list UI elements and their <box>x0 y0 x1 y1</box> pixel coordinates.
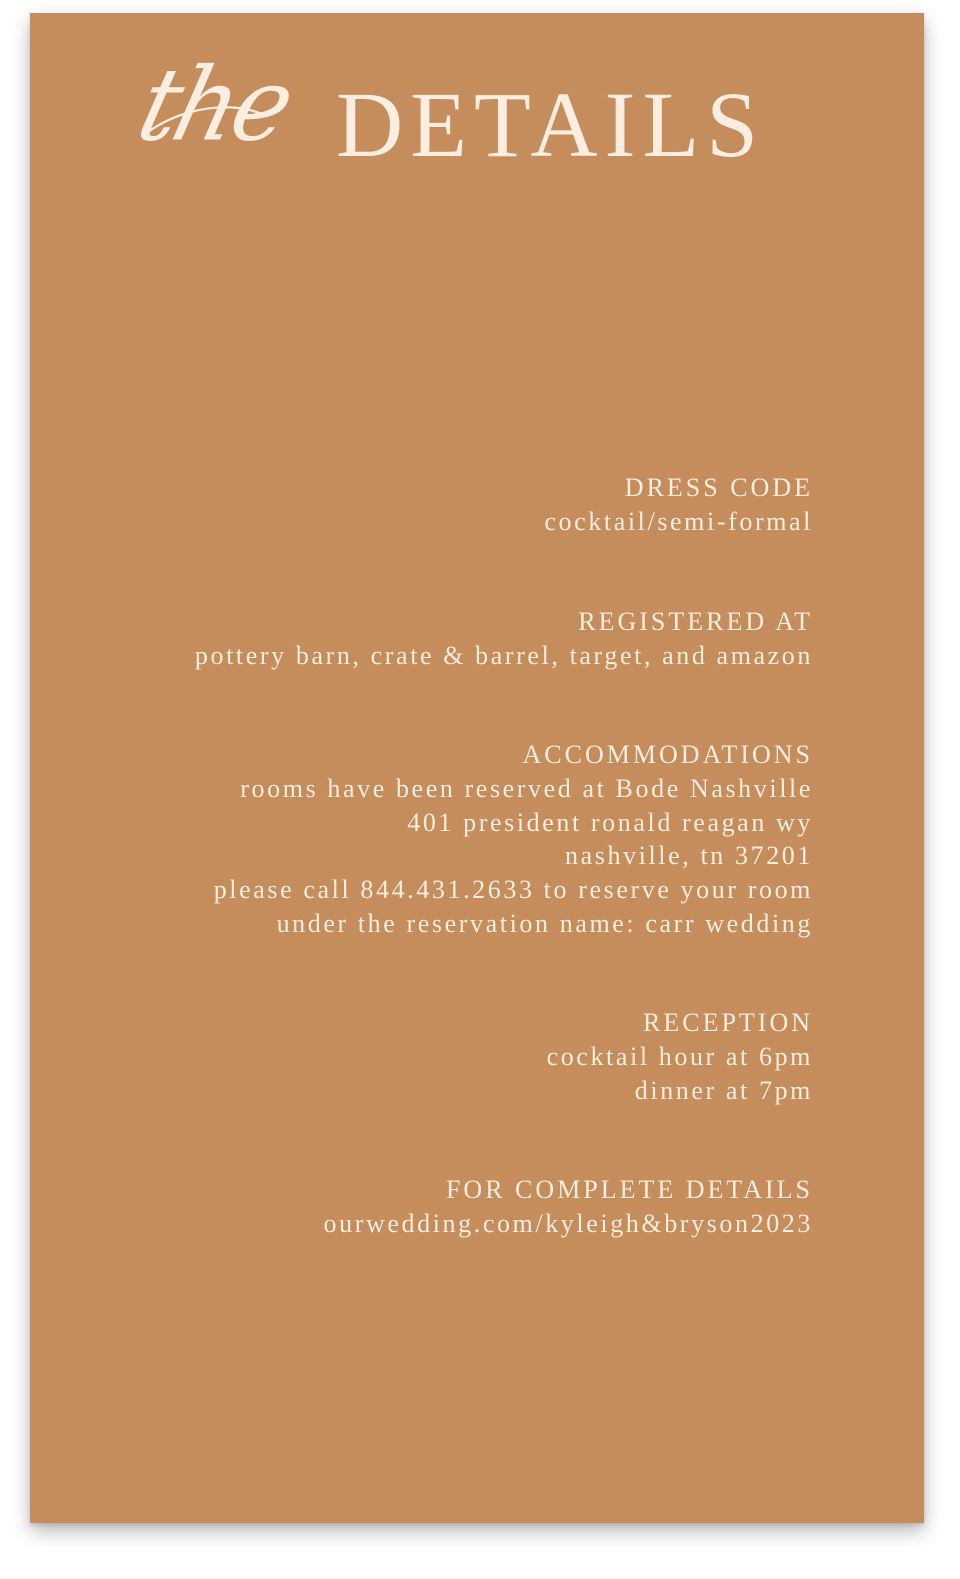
section-line: cocktail hour at 6pm <box>546 1042 813 1072</box>
details-card <box>30 13 924 1523</box>
section-line: pottery barn, crate & barrel, target, and amazon <box>194 640 813 670</box>
section-accommodations <box>113 738 813 940</box>
section-registered-at <box>113 605 813 673</box>
section-line: under the reservation name: carr wedding <box>276 908 813 938</box>
heading-main-word: DETAILS <box>336 74 765 177</box>
section-spacer <box>113 940 813 1006</box>
section-reception <box>113 1006 813 1107</box>
section-line: rooms have been reserved at Bode Nashville <box>240 774 813 804</box>
heading-script-word: the <box>127 46 302 164</box>
section-label: DRESS CODE <box>624 473 813 502</box>
section-label: FOR COMPLETE DETAILS <box>445 1175 813 1205</box>
section-label: RECEPTION <box>643 1008 813 1038</box>
section-line: cocktail/semi-formal <box>544 507 813 536</box>
section-line: please call 844.431.2633 to reserve your room <box>213 874 813 904</box>
section-spacer <box>113 672 813 738</box>
section-spacer <box>113 1107 813 1173</box>
section-label: ACCOMMODATIONS <box>522 740 813 770</box>
section-label: REGISTERED AT <box>578 606 813 636</box>
section-spacer <box>113 539 813 605</box>
section-dress-code <box>113 471 813 539</box>
section-line: dinner at 7pm <box>634 1075 813 1105</box>
section-complete-details <box>113 1173 813 1241</box>
wedding-website-text: ourwedding.com/kyleigh&bryson2023 <box>323 1209 813 1239</box>
card-heading <box>30 13 924 213</box>
details-list <box>113 471 813 1241</box>
section-line: 401 president ronald reagan wy <box>407 807 813 837</box>
section-line: nashville, tn 37201 <box>565 841 813 871</box>
